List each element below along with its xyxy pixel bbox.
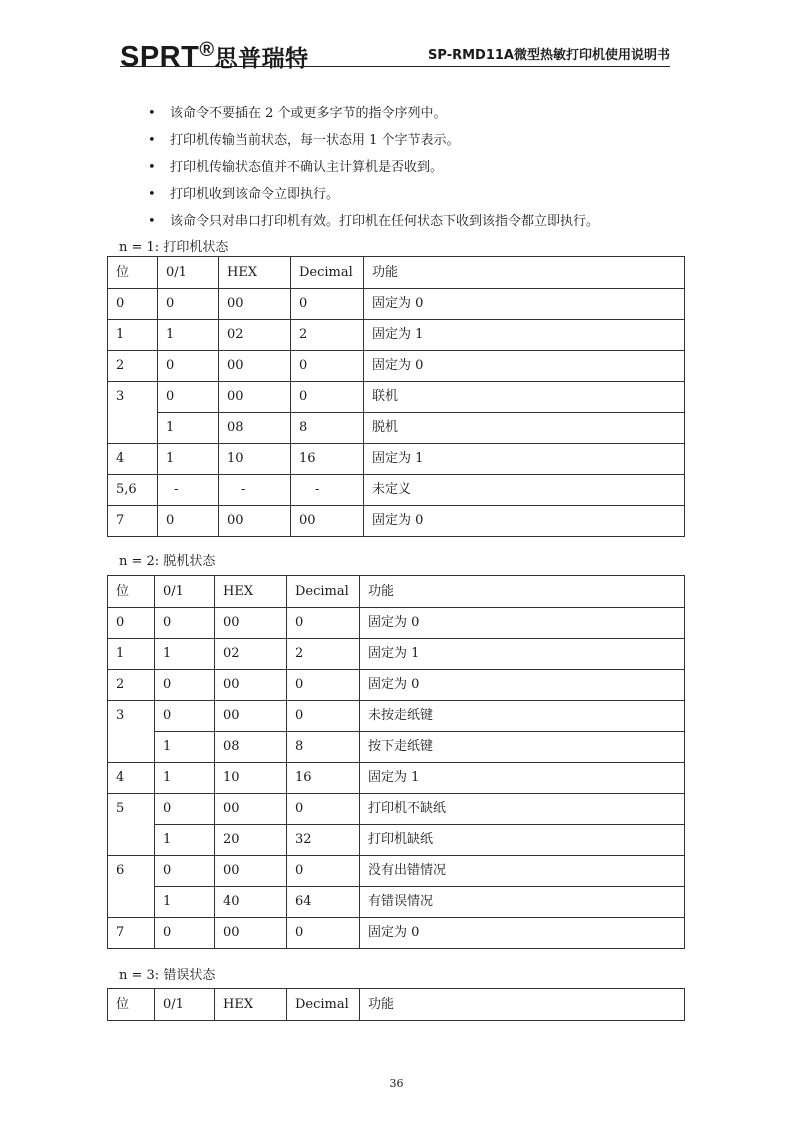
page-number: 36 xyxy=(389,1077,404,1090)
bit-cell: 6 xyxy=(108,856,155,918)
decimal-cell: 16 xyxy=(287,763,360,794)
decimal-cell: 0 xyxy=(287,856,360,887)
column-header: 功能 xyxy=(360,576,685,608)
bit-cell: 2 xyxy=(108,670,155,701)
value-cell: 0 xyxy=(155,670,215,701)
decimal-cell: 0 xyxy=(287,794,360,825)
bit-cell: 1 xyxy=(108,639,155,670)
column-header: 0/1 xyxy=(155,576,215,608)
table-row xyxy=(108,608,685,639)
hex-cell: 02 xyxy=(219,320,291,351)
hex-cell: 00 xyxy=(215,701,287,732)
value-cell: 0 xyxy=(158,506,219,537)
hex-cell: 10 xyxy=(219,444,291,475)
value-cell: 1 xyxy=(158,320,219,351)
table-row xyxy=(108,825,685,856)
table-header-row xyxy=(108,257,685,289)
bullet-icon: • xyxy=(148,133,156,148)
note-text: 打印机收到该命令立即执行。 xyxy=(170,187,340,202)
table-header-row xyxy=(108,576,685,608)
note-text: 打印机传输状态值并不确认主计算机是否收到。 xyxy=(170,160,444,175)
table-row xyxy=(108,887,685,918)
column-header: HEX xyxy=(215,989,287,1021)
hex-cell: 10 xyxy=(215,763,287,794)
brand-logo xyxy=(120,32,309,77)
table-row xyxy=(108,444,685,475)
bit-cell: 5 xyxy=(108,794,155,856)
column-header: 位 xyxy=(108,989,155,1021)
decimal-cell: 8 xyxy=(287,732,360,763)
list-item xyxy=(148,127,599,154)
value-cell: - xyxy=(158,475,219,506)
bit-cell: 0 xyxy=(108,608,155,639)
table-row xyxy=(108,639,685,670)
list-item xyxy=(148,100,599,127)
function-cell: 固定为 1 xyxy=(360,763,685,794)
column-header: 0/1 xyxy=(155,989,215,1021)
notes-list xyxy=(148,100,599,235)
hex-cell: 08 xyxy=(215,732,287,763)
bit-cell: 3 xyxy=(108,701,155,763)
table-header-row xyxy=(108,989,685,1021)
decimal-cell: 0 xyxy=(287,918,360,949)
hex-cell: 00 xyxy=(219,382,291,413)
hex-cell: 00 xyxy=(215,918,287,949)
hex-cell: 00 xyxy=(215,608,287,639)
hex-cell: 00 xyxy=(215,670,287,701)
function-cell: 打印机缺纸 xyxy=(360,825,685,856)
hex-cell: 00 xyxy=(219,351,291,382)
table-caption: n = 2: 脱机状态 xyxy=(119,554,216,569)
value-cell: 1 xyxy=(155,763,215,794)
decimal-cell: 0 xyxy=(291,382,364,413)
value-cell: 1 xyxy=(155,887,215,918)
document-title: SP-RMD11A微型热敏打印机使用说明书 xyxy=(428,48,670,63)
function-cell: 有错误情况 xyxy=(360,887,685,918)
decimal-cell: 0 xyxy=(291,351,364,382)
hex-cell: 20 xyxy=(215,825,287,856)
hex-cell: 00 xyxy=(215,794,287,825)
bullet-icon: • xyxy=(148,214,156,229)
function-cell: 固定为 0 xyxy=(360,918,685,949)
bit-cell: 5,6 xyxy=(108,475,158,506)
bit-cell: 2 xyxy=(108,351,158,382)
decimal-cell: 8 xyxy=(291,413,364,444)
note-text: 该命令只对串口打印机有效。打印机在任何状态下收到该指令都立即执行。 xyxy=(170,214,600,229)
value-cell: 1 xyxy=(155,732,215,763)
column-header: Decimal xyxy=(291,257,364,289)
table-caption: n = 3: 错误状态 xyxy=(119,968,216,983)
value-cell: 0 xyxy=(155,608,215,639)
value-cell: 0 xyxy=(155,794,215,825)
bit-cell: 3 xyxy=(108,382,158,444)
column-header: Decimal xyxy=(287,576,360,608)
column-header: 位 xyxy=(108,257,158,289)
brand-name-cn: 思普瑞特 xyxy=(214,46,309,72)
hex-cell: 08 xyxy=(219,413,291,444)
value-cell: 1 xyxy=(158,444,219,475)
column-header: 0/1 xyxy=(158,257,219,289)
hex-cell: 00 xyxy=(219,289,291,320)
decimal-cell: 0 xyxy=(287,670,360,701)
bullet-icon: • xyxy=(148,187,156,202)
table-row xyxy=(108,382,685,413)
value-cell: 0 xyxy=(158,289,219,320)
table-row xyxy=(108,670,685,701)
table-row xyxy=(108,413,685,444)
decimal-cell: 2 xyxy=(291,320,364,351)
table-row xyxy=(108,856,685,887)
decimal-cell: 2 xyxy=(287,639,360,670)
function-cell: 打印机不缺纸 xyxy=(360,794,685,825)
header-divider xyxy=(120,66,670,67)
function-cell: 未定义 xyxy=(364,475,685,506)
value-cell: 0 xyxy=(155,918,215,949)
column-header: 功能 xyxy=(364,257,685,289)
table-caption: n = 1: 打印机状态 xyxy=(119,240,229,255)
function-cell: 固定为 0 xyxy=(364,351,685,382)
bit-cell: 1 xyxy=(108,320,158,351)
note-text: 该命令不要插在 2 个或更多字节的指令序列中。 xyxy=(170,106,447,121)
table-row xyxy=(108,918,685,949)
offline-status-table xyxy=(107,575,685,949)
function-cell: 没有出错情况 xyxy=(360,856,685,887)
hex-cell: 00 xyxy=(215,856,287,887)
decimal-cell: 16 xyxy=(291,444,364,475)
function-cell: 固定为 1 xyxy=(364,444,685,475)
value-cell: 1 xyxy=(155,639,215,670)
hex-cell: 02 xyxy=(215,639,287,670)
decimal-cell: - xyxy=(291,475,364,506)
bit-cell: 7 xyxy=(108,506,158,537)
function-cell: 固定为 0 xyxy=(360,608,685,639)
hex-cell: - xyxy=(219,475,291,506)
bullet-icon: • xyxy=(148,160,156,175)
bit-cell: 4 xyxy=(108,763,155,794)
column-header: HEX xyxy=(215,576,287,608)
function-cell: 固定为 1 xyxy=(364,320,685,351)
value-cell: 0 xyxy=(158,382,219,413)
function-cell: 脱机 xyxy=(364,413,685,444)
bit-cell: 0 xyxy=(108,289,158,320)
table-row xyxy=(108,763,685,794)
hex-cell: 00 xyxy=(219,506,291,537)
column-header: 功能 xyxy=(360,989,685,1021)
error-status-table xyxy=(107,988,685,1021)
bit-cell: 7 xyxy=(108,918,155,949)
table-row xyxy=(108,475,685,506)
table-row xyxy=(108,732,685,763)
function-cell: 联机 xyxy=(364,382,685,413)
table-row xyxy=(108,794,685,825)
decimal-cell: 32 xyxy=(287,825,360,856)
column-header: Decimal xyxy=(287,989,360,1021)
table-row xyxy=(108,320,685,351)
function-cell: 固定为 0 xyxy=(364,506,685,537)
column-header: 位 xyxy=(108,576,155,608)
value-cell: 1 xyxy=(158,413,219,444)
bit-cell: 4 xyxy=(108,444,158,475)
table-row xyxy=(108,351,685,382)
printer-status-table xyxy=(107,256,685,537)
table-row xyxy=(108,289,685,320)
bullet-icon: • xyxy=(148,106,156,121)
registered-mark: ® xyxy=(199,39,215,61)
decimal-cell: 0 xyxy=(291,289,364,320)
function-cell: 固定为 1 xyxy=(360,639,685,670)
list-item xyxy=(148,181,599,208)
decimal-cell: 64 xyxy=(287,887,360,918)
brand-name: SPRT xyxy=(120,41,200,73)
table-row xyxy=(108,701,685,732)
function-cell: 固定为 0 xyxy=(364,289,685,320)
list-item xyxy=(148,154,599,181)
page-header xyxy=(120,32,670,73)
function-cell: 固定为 0 xyxy=(360,670,685,701)
note-text: 打印机传输当前状态，每一状态用 1 个字节表示。 xyxy=(170,133,460,148)
hex-cell: 40 xyxy=(215,887,287,918)
value-cell: 0 xyxy=(155,701,215,732)
table-row xyxy=(108,506,685,537)
list-item xyxy=(148,208,599,235)
column-header: HEX xyxy=(219,257,291,289)
function-cell: 未按走纸键 xyxy=(360,701,685,732)
value-cell: 1 xyxy=(155,825,215,856)
decimal-cell: 0 xyxy=(287,701,360,732)
value-cell: 0 xyxy=(155,856,215,887)
decimal-cell: 0 xyxy=(287,608,360,639)
function-cell: 按下走纸键 xyxy=(360,732,685,763)
value-cell: 0 xyxy=(158,351,219,382)
decimal-cell: 00 xyxy=(291,506,364,537)
